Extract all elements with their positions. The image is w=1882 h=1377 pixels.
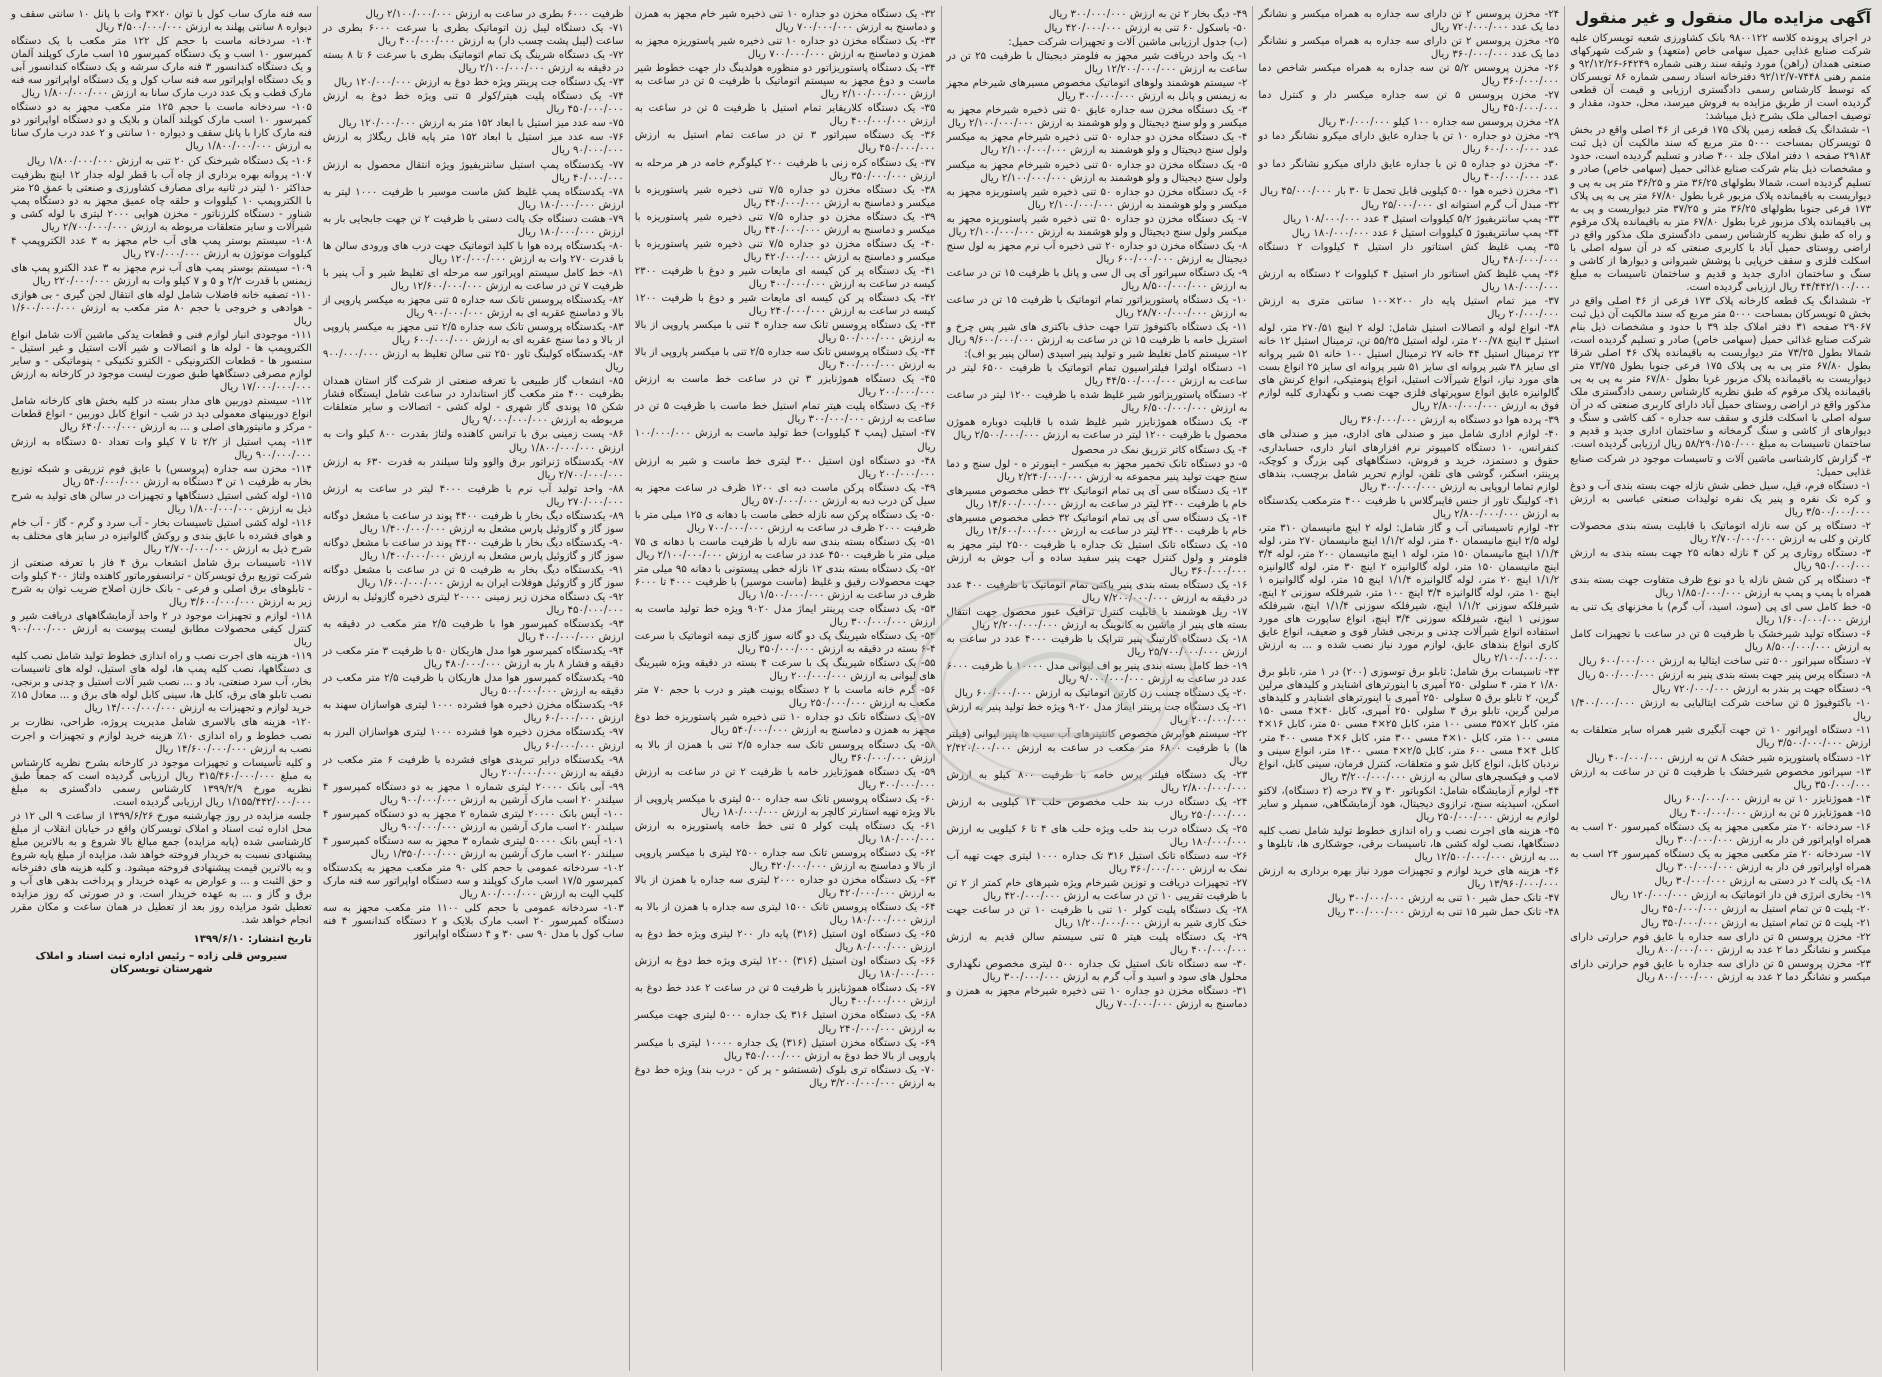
notice-paragraph: ۶- دستگاه تولید شیرخشک با ظرفیت ۵ تن در ساعت با تجهیزات کامل به ارزش ۸/۵۰۰/۰۰۰/۰۰۰ ریال — [1570, 629, 1871, 654]
notice-paragraph: ۱۱۶- لوله کشی استیل تاسیسات بخار - آب سرد و گرم - گاز - آب خام و هوای فشرده با عایق بندی و روکش گالوانیزه در سایز های مختلف به شرح ذیل به ارزش ۲/۷۰۰/۰۰۰/۰۰۰ ریال — [11, 517, 312, 555]
notice-paragraph: جلسه مزایده در روز چهارشنبه مورخ ۱۳۹۹/۶/۲۶ از ساعت ۹ الی ۱۲ در محل اداره ثبت اسناد و املاک تویسرکان واقع در خیابان انقلاب از مبلغ کارشناسی شده (پایه مزایده) جمع مبالغ بالا شروع و به بالاترین مبلغ پیشنهادی نسبت به خریدار فروخته خواهد شد، مزایده از مبلغ پایه شروع و به بالاترین قیمت پیشنهادی فروخته میشود. و کلیه هزینه های دفترخانه و حق الثبت و ... و عوارض به عهده خریدار و پرداخت بدهی های آب و برق و گاز و ... به عهده خریدار است. و در صورتی که روز مزایده تعطیل شود مزایده روز بعد از تعطیل در همان ساعت و مکان مقرر انجام خواهد شد. — [11, 810, 312, 927]
notice-paragraph: ۶- یک دستگاه مخزن دو جداره ۵۰ تنی ذخیره شیر پاستوریزه مجهز به میکسر و ولو هوشمند به ارزش ۲/۱۰۰/۰۰۰/۰۰۰ ریال — [946, 186, 1248, 211]
notice-paragraph: ۶۶- یک دستگاه اون استیل (۳۱۶) ۱۲۰۰ لیتری ویژه خط دوغ به ارزش ۱۸۰/۰۰۰/۰۰۰ ریال — [634, 956, 936, 981]
notice-paragraph: ۲۹- مخزن دو جداره ۱۰ تن با جداره عایق دارای میکرو نشانگر دما دو عدد ۶۰۰/۰۰۰/۰۰۰ ریال — [1258, 131, 1560, 156]
notice-paragraph: ۷۰- یک دستگاه تری بلوک (شستشو - پر کن - درب بند) ویژه خط دوغ به ارزش ۳/۲۰۰/۰۰۰/۰۰۰ ریال — [634, 1064, 936, 1089]
notice-paragraph: ۷۲- یک دستگاه شرینگ پک تمام اتوماتیک بطری با سرعت ۶ تا ۸ بسته در دقیقه به ارزش ۲/۱۰۰/۰۰۰/۰۰۰ ریال — [322, 50, 624, 75]
notice-paragraph: ۲۴- یک دستگاه درب بند حلب مخصوص حلب ۱۴ کیلویی به ارزش ۲۵۰/۰۰۰/۰۰۰ ریال — [946, 796, 1248, 821]
notice-paragraph: ۴۲- یک دستگاه پر کن کیسه ای مایعات شیر و دوغ با ظرفیت ۱۲۰۰ کیسه در ساعت به ارزش ۲۴۰/۰۰۰/۰۰۰ ریال — [634, 292, 936, 318]
notice-paragraph: ۲- دستگاه پر کن سه نازله اتوماتیک با قابلیت بسته بندی محصولات کارتن و کلی به ارزش ۲/۷۰۰/۰۰۰/۰۰۰ ریال — [1570, 520, 1871, 545]
notice-paragraph: ۴۹- یک دستگاه پرکن ماست دبه ای ۱۲۰۰ ظرف در ساعت مجهز به سیل کن درب دبه به ارزش ۵۷۰/۰۰۰/۰۰۰ ریال — [634, 482, 936, 507]
notice-paragraph: ۹۴- یکدستگاه کمپرسور هوا مدل هاریکان ۵۰ با ظرفیت ۳ متر مکعب در دقیقه و فشار ۸ بار به ارزش ۴۸۰/۰۰۰/۰۰۰ ریال — [322, 646, 624, 671]
notice-paragraph: ۱۰۵- سردخانه ماست با حجم ۱۲۵ متر مکعب مجهز به دو دستگاه کمپرسور ۱۰ اسب مارک کوپلند آلمان و بلایک و دو دستگاه اواپراتور دو فنه مارک کارا با پانل سقف و دیواره ۱۰ سانتی و ۲ عدد درب مارک سانا به ارزش ۱/۸۰۰/۰۰۰/۰۰۰ ریال — [11, 102, 312, 153]
notice-paragraph: ۷۱- یک دستگاه لیبل زن اتوماتیک بطری با سرعت ۶۰۰۰ بطری در ساعت (لیبل پشت چسب دار) به ارزش ۴۰۰/۰۰۰/۰۰۰ ریال — [322, 23, 624, 48]
notice-paragraph: ۸۲- یکدستگاه پروسس تانک سه جداره ۵ تنی مجهز به میکسر پاروپی از بالا و دماسنج عقربه ای به ارزش ۹۰۰/۰۰۰/۰۰۰ ریال — [322, 294, 624, 320]
notice-paragraph: ۴۶- هزینه های خرید لوازم و تجهیزات مورد نیاز بهره برداری به ارزش ۱۳/۹۶۰/۰۰۰/۰۰۰ ریال — [1258, 866, 1560, 891]
notice-paragraph: ۱۹- خط کامل بسته بندی پنیر یو اف لیوانی مدل ۱۰۰۰۰ با ظرفیت ۶۰۰۰ عدد در ساعت به ارزش ۹/۰۰۰/۰۰۰/۰۰۰ ریال — [946, 661, 1248, 686]
notice-paragraph: ۷۵- سه عدد میز استیل با ابعاد ۱۵۲ متر به ارزش ۱۲۰/۰۰۰/۰۰۰ ریال — [338, 118, 624, 130]
notice-paragraph: ۱- دستگاه اولترا فیلتراسیون تمام اتوماتیک با ظرفیت ۶۵۰۰ لیتر در ساعت به ارزش ۴۴/۵۰۰/۰۰۰/۰۰۰ ریال — [946, 363, 1248, 388]
notice-paragraph: ۲۶- مخزن پروسس ۵/۲ تن سه جداره به همراه میکسر شاخص دما ۳۶۰/۰۰۰/۰۰۰ ریال — [1258, 63, 1560, 88]
notice-paragraph: ۳۴- یک دستگاه پاستوریزاتور دو منظوره هولدینگ دار جهت خطوط شیر ماست و دوغ مجهز به سیستم اتوماتیک با ظرفیت ۵ تن در ساعت به ارزش ۲/۱۰۰/۰۰۰/۰۰۰ ریال — [634, 63, 936, 101]
notice-paragraph: ۱۵- هموژنایزر ۵ تن به ارزش ۴۰۰/۰۰۰/۰۰۰ ریال — [1669, 807, 1871, 819]
notice-paragraph: ۳۳- یک دستگاه مخزن دو جداره ۱۰ تنی ذخیره شیر پاستوریزه مجهز به همزن و دماسنج به ارزش ۷۰۰/۰۰۰/۰۰۰ ریال — [634, 36, 936, 61]
notice-paragraph: ۱۰- یک دستگاه پاستوریزاتور تمام اتوماتیک با ظرفیت ۱۵ تن در ساعت به ارزش ۲۸/۷۰۰/۰۰۰/۰۰۰ ریال — [946, 294, 1248, 320]
notice-paragraph: ۳۳- پمپ سانتریفیوژ ۵/۲ کیلووات استیل ۳ عدد ۱۰۸/۰۰۰/۰۰۰ ریال — [1282, 213, 1560, 225]
notice-paragraph: ۶۹- یک دستگاه مخزن استیل (۳۱۶) یک جداره ۱۰۰۰۰ لیتری با میکسر پاروپی از بالا خط دوغ به ارزش ۴۵۰/۰۰۰/۰۰۰ ریال — [634, 1037, 936, 1062]
notice-paragraph: ۳۶- یک دستگاه سپراتور ۳ تن در ساعت تمام استیل به ارزش ۴۵۰/۰۰۰/۰۰۰ ریال — [634, 130, 936, 155]
notice-paragraph: ۲۲- سیستم هوابرش مخصوص کانتینرهای آب سیب ها پنیر لیوانی (فیلتر ها) با ظرفیت ۶۸۰۰ متر مکعب در ساعت به ارزش ۲/۴۲۰/۰۰۰/۰۰۰ ریال — [946, 729, 1248, 767]
notice-paragraph: ۱۱۱- موجودی انبار لوازم فنی و قطعات یدکی ماشین آلات شامل انواع الکتروپمپ ها - لوله ها و اتصالات و شیر آلات استیل و غیر استیل - سنسور ها - قطعات الکترونیکی - الکترو تکنیکی - پنوماتیکی - و سایر لوازم مصرفی دستگاهها طبق صورت لیست موجود در کارخانه به ارزش ۱۷/۰۰۰/۰۰۰/۰۰۰ ریال — [11, 330, 312, 394]
notice-paragraph: ۱۰۲- سردخانه عمومی با حجم کلی ۹۰ متر مکعب مجهز به یکدستگاه کمپرسور ۱۷/۵ اسب مارک کوپلند و سه دستگاه اواپراتور سه فنه مارک کلیپ الیت به ارزش ۸۰۰/۰۰۰/۰۰۰ ریال — [322, 862, 624, 901]
notice-paragraph: ۷۷- یکدستگاه پمپ استیل سانتریفیوژ ویژه انتقال محصول به ارزش ۴۰/۰۰۰/۰۰۰ ریال — [322, 159, 624, 184]
notice-paragraph: ۵۳- یک دستگاه جت پرینتر ایماژ مدل ۹۰۲۰ ویژه خط تولید ماست به ارزش ۳۰۰/۰۰۰/۰۰۰ ریال — [634, 604, 936, 629]
notice-paragraph: ۵۲- یک دستگاه بسته بندی ۱۲ نازله خطی پیستونی با دهانه ۹۵ میلی متر جهت محصولات رقیق و غلیظ (ماست موسیر) با ظرفیت ۴۰۰۰ تا ۶۰۰۰ ظرف در ساعت به ارزش ۱/۵۰۰/۰۰۰/۰۰۰ ریال — [634, 563, 936, 602]
notice-paragraph: ۱۷- ریل هوشمند با قابلیت کنترل ترافیک عبور محصول جهت انتقال بسته های پنیر از ماشین به کانوینگ به ارزش ۲/۲۰۰/۰۰۰/۰۰۰ ریال — [946, 607, 1248, 632]
notice-paragraph: ۹۷- یکدستگاه مخزن ذخیره هوا فشرده ۱۰۰۰ لیتری هواسازان البرز به ارزش ۶۰/۰۰۰/۰۰۰ ریال — [322, 727, 624, 752]
notice-paragraph: ۲۷- تجهیزات دریافت و توزین شیرخام ویژه شیرهای خام کمتر از ۲ تن با ظرفیت تقریبی ۱۰ تن در ساعت به ارزش ۴۲۰/۰۰۰/۰۰۰ ریال — [946, 878, 1248, 903]
notice-paragraph: ۲۳- مخزن پروسس ۵ تن دارای سه جداره با عایق فوم حرارتی دارای میکسر و نشانگر دما ۲ عدد به ارزش ۸۰۰/۰۰۰/۰۰۰ ریال — [1570, 959, 1871, 984]
notice-paragraph: ۴۶- یک دستگاه پلیت هیتر تمام استیل خط ماست با ظرفیت ۵ تن در ساعت به ارزش ۳۰۰/۰۰۰/۰۰۰ ریال — [634, 401, 936, 426]
notice-paragraph: ۹۲- یک دستگاه مخزن زیر زمینی ۲۰۰۰۰ لیتری ذخیره گازوئیل به ارزش ۴۵۰/۰۰۰/۰۰۰ ریال — [322, 592, 624, 617]
notice-paragraph: و کلیه تأسیسات و تجهیزات موجود در کارخانه بشرح نظریه کارشناس به مبلغ ۳۱۵/۴۶۰/۰۰۰/۰۰۰ ریال ارزیابی گردیده است که جمعاً طبق نظریه مورخ ۱۳۹۹/۲/۹ کارشناس رسمی دادگستری به مبلغ ۱/۱۵۵/۴۴۲/۰۰۰/۰۰۰ ریال ارزیابی گردیده است. — [11, 757, 312, 808]
notice-paragraph: ۸۵- انشعاب گاز طبیعی با تعرفه صنعتی از شرکت گاز استان همدان بظرفیت ۴۰۰ متر مکعب گاز استاندارد در ساعت شامل ایستگاه فشار شکن ۱۵ پوندی گاز شهری - لوله کشی - اتصالات و سایر متعلقات مربوطه به ارزش ۹/۰۰۰/۰۰۰/۰۰۰ ریال — [322, 376, 624, 427]
notice-paragraph: ۳۷- یک دستگاه کره زنی با ظرفیت ۲۰۰ کیلوگرم خامه در هر مرحله به ارزش ۳۵۰/۰۰۰/۰۰۰ ریال — [634, 157, 936, 182]
notice-paragraph: ۱۰۱- آیس بانک ۵۰۰۰۰ لیتری شماره ۳ مجهز به سه دستگاه کمپرسور ۴ سیلندر ۲۰ اسب مارک آرشین به ارزش ۱/۳۵۰/۰۰۰/۰۰۰ ریال — [322, 835, 624, 860]
notice-paragraph: ۱۴- هموژنایزر ۱۰ تن به ارزش ۶۰۰/۰۰۰/۰۰۰ ریال — [1663, 793, 1871, 805]
notice-paragraph: ۱۰- باکتوفیوژ ۵ تن ساخت شرکت ایتالیایی به ارزش ۱/۴۰۰/۰۰۰/۰۰۰ ریال — [1570, 698, 1871, 723]
publication-date: تاریخ انتشار: ۱۳۹۹/۶/۱۰ — [193, 934, 312, 946]
notice-paragraph: ۱۱- یک دستگاه باکتوفوژ تترا جهت حذف باکتری های شیر پس چرخ و استریل خامه با ظرفیت ۱۵ تن در ساعت به ارزش ۹/۶۰۰/۰۰۰/۰۰۰ ریال — [946, 322, 1248, 347]
notice-paragraph: ۹۸- یکدستگاه درایر تبریدی هوای فشرده با ظرفیت ۶ متر مکعب در دقیقه به ارزش ۲۰۰/۰۰۰/۰۰۰ ریال — [322, 754, 624, 779]
column-1 — [1564, 6, 1876, 1371]
notice-paragraph: ۴۴- لوازم آزمایشگاه شامل: انکوباتور ۳۰ و ۳۷ درجه (۲ دستگاه)، لاکتو اسکن، اسیدیته سنج، ترازوی دیجیتال، هود آزمایشگاهی، سمپلر و سایر لوازم به ارزش ۲۵۰/۰۰۰/۰۰۰ ریال — [1258, 785, 1560, 823]
notice-paragraph: ۳۶- پمپ غلیظ کش استاتور دار استیل ۴ کیلووات ۲ دستگاه به ارزش ۱۸۰/۰۰۰/۰۰۰ ریال — [1258, 268, 1560, 293]
notice-paragraph: سه فنه مارک ساب کول با توان ۲۰×۳ وات با پانل ۱۰ سانتی سقف و دیواره ۸ سانتی پهلند به ارزش ۴/۵۰۰/۰۰۰/۰۰۰ ریال — [11, 9, 312, 34]
signature-line: سیروس قلی زاده – رئیس اداره ثبت اسناد و املاک شهرستان تویسرکان — [35, 951, 288, 976]
notice-paragraph: ۳۵- یک دستگاه کلاریفایر تمام استیل با ظرفیت ۵ تن در ساعت به ارزش ۴۰۰/۰۰۰/۰۰۰ ریال — [634, 103, 936, 128]
notice-paragraph: ۷۳- یک دستگاه جت پرینتر ویژه خط دوغ به ارزش ۱۲۰/۰۰۰/۰۰۰ ریال — [333, 77, 624, 89]
notice-paragraph: ۲۲- مخزن پروسس ۵ تن دارای سه جداره با عایق فوم حرارتی دارای میکسر و نشانگر دما ۲ عدد به ارزش ۸۰۰/۰۰۰/۰۰۰ ریال — [1570, 932, 1871, 957]
notice-paragraph: ۱۴- یک دستگاه سی آی پی تمام اتوماتیک ۳۲ خطی مخصوص مسیرهای خام با ظرفیت ۲۴۰۰ لیتر در ساعت به ارزش ۱۴/۶۰۰/۰۰۰/۰۰۰ ریال — [946, 512, 1248, 537]
notice-paragraph: ۳۹- پرده هوا دو دستگاه به ارزش ۳۶۰/۰۰۰/۰۰۰ ریال — [1339, 415, 1560, 427]
notice-paragraph: ۷۴- یک دستگاه پلیت هیتر/کولر ۵ تنی ویژه خط دوغ به ارزش ۴۵۰/۰۰۰/۰۰۰ ریال — [322, 91, 624, 116]
column-6 — [6, 6, 317, 1371]
notice-paragraph: ۲۱- پلیت ۵ تن تمام استیل به ارزش ۳۵۰/۰۰۰/۰۰۰ ریال — [1640, 918, 1871, 930]
notice-paragraph: ۹۳- یکدستگاه کمپرسور هوا با ظرفیت ۲/۵ متر مکعب در دقیقه به ارزش ۴۰۰/۰۰۰/۰۰۰ ریال — [322, 619, 624, 644]
notice-paragraph: ۱۳- سپراتور مخصوص شیرخشک با ظرفیت ۵ تن در ساعت به ارزش ۳۵۰/۰۰۰/۰۰۰ ریال — [1570, 766, 1871, 791]
notice-paragraph: ۵۸- یک دستگاه پروسس تانک سه جداره ۲/۵ تنی با همزن از بالا به ارزش ۳۶۰/۰۰۰/۰۰۰ ریال — [634, 739, 936, 764]
notice-paragraph: ۴۸- دو دستگاه اون استیل ۳۰۰ لیتری خط ماست و شیر به ارزش ۲۰۰/۰۰۰/۰۰۰ ریال — [634, 455, 936, 480]
notice-paragraph: ۴۳- یک دستگاه پروسس تانک سه جداره ۴ تنی با میکسر پاروپی از بالا به ارزش ۵۰۰/۰۰۰/۰۰۰ ریال — [634, 320, 936, 345]
notice-paragraph: ۱۱۸- لوازم و تجهیزات موجود در ۲ واحد آزمایشگاههای دریافت شیر و کنترل کیفی محصولات مطابق لیست پیوست به ارزش ۹۰۰/۰۰۰/۰۰۰ ریال — [11, 611, 312, 649]
notice-paragraph: ۳۰- مخزن دو جداره ۵ تن با جداره عایق دارای میکرو نشانگر دما دو عدد ۴۰۰/۰۰۰/۰۰۰ ریال — [1258, 158, 1560, 183]
notice-paragraph: ۹۶- یکدستگاه مخزن ذخیره هوا فشرده ۱۰۰۰ لیتری هواسازان سهند به ارزش ۶۰/۰۰۰/۰۰۰ ریال — [322, 700, 624, 725]
notice-paragraph: ۲۰- پلیت ۵ تن تمام استیل به ارزش ۴۵۰/۰۰۰/۰۰۰ ریال — [1640, 904, 1871, 916]
notice-paragraph: ۱۰۴- سردخانه ماست با حجم کل ۱۲۲ متر مکعب با یک دستگاه کمپرسور ۱۰ اسب و یک دستگاه کمپرسور ۱۵ اسب مارک کوپلند آلمان و یک دستگاه کندانسور ۳ فنه مارک سرشه و یک دستگاه کندانسور آبی و یک دستگاه اواپراتور سه فنه ساب کول و یک دستگاه اواپراتور سه فنه مارک قطب و یک عدد درب مارک سانا به ارزش ۱/۸۰۰/۰۰۰/۰۰۰ ریال — [11, 36, 312, 100]
notice-paragraph: ۱۱- دستگاه اوپراتور ۱۰ تن جهت آبگیری شیر همراه سایر متعلقات به ارزش ۳/۵۰۰/۰۰۰/۰۰۰ ریال — [1570, 725, 1871, 750]
notice-paragraph: ۱۰۰- آیس بانک ۲۰۰۰۰ لیتری شماره ۲ مجهز به دو دستگاه کمپرسور ۴ سیلندر ۲۰ اسب مارک آرشین به ارزش ۹۰۰/۰۰۰/۰۰۰ ریال — [322, 808, 624, 833]
notice-paragraph: ۸۴- یکدستگاه کولینگ تاور ۲۵۰ تنی سالن تغلیظ به ارزش ۹۰۰/۰۰۰/۰۰۰ ریال — [322, 349, 624, 374]
notice-paragraph: ۳۵- پمپ غلیظ کش استاتور دار استیل ۴ کیلووات ۲ دستگاه ۴۸۰/۰۰۰/۰۰۰ ریال — [1258, 241, 1560, 266]
notice-paragraph: ۷۶- سه عدد میز استیل با ابعاد ۱۵۲ متر پایه قابل ریگلاژ به ارزش ۹۰/۰۰۰/۰۰۰ ریال — [322, 132, 624, 157]
notice-paragraph: ۱- ششدانگ یک قطعه زمین پلاک ۱۷۵ فرعی از ۴۶ اصلی واقع در بخش ۵ تویسرکان بمساحت ۵۰۰۰ متر مربع که سند مالکیت آن ذیل ثبت ۲۹۱۸۴ صفحه ۱ دفتر املاک جلد ۴۰۰ صادر و تسلیم گردیده است، حدود و مشخصات ذیل بنام شرکت صنایع غذائی حمیل (سهامی خاص) صادر و تسلیم گردیده است، شمالا بطولهای ۳۶/۲۵ متر و ۳۶/۲۵ متر پی به پی و دیواریست به باقیمانده پلاک مزبور غربا بطول ۶۷/۸۰ متر پی به پی پلاک ۱۷۳ فرعی جنوبا بطولهای ۳۶/۲۵ متر و ۳۷/۲۵ متر دیواریست و پی به پی باقیمانده پلاک مزبور غربا بطول ۶۷/۸۰ متر به باقیمانده پلاک مرقوم و راه که طبق نظریه کارشناس رسمی دادگستری ملک مذکور واقع در اراضی روستای حمیل آباد با کاربری صنعتی که در آن سوله اصلی با اسکلت فلزی و سقف خرپایی با پوشش شیروانی و دیوارها از کاشی و سنگ و ساختمان اداری جدید و قدیم و ساختمان تاسیسات به مبلغ ۴۴/۴۴۲/۱۰۰/۰۰۰ ریال ارزیابی گردیده است. — [1570, 125, 1872, 293]
notice-paragraph: ۱۶- یک دستگاه بسته بندی پنیر پاکتی تمام اتوماتیک با ظرفیت ۴۰۰ عدد در دقیقه به ارزش ۷/۲۰۰/۰۰۰/۰۰۰ ریال — [946, 579, 1248, 605]
notice-paragraph: ۱۱۲- سیستم دوربین های مدار بسته در کلیه بخش های کارخانه شامل انواع دوربینهای معمولی دید در شب - انواع کابل دوربین - انواع قطعات - مرکز و مانیتورهای اصلی و ... به ارزش ۶۴۰/۰۰۰/۰۰۰ ریال — [11, 396, 312, 434]
notice-paragraph: ۶۷- یک دستگاه هموژنایزر با ظرفیت ۵ تن در ساعت ۲ عدد خط دوغ به ارزش ۴۰۰/۰۰۰/۰۰۰ ریال — [634, 983, 936, 1008]
notice-paragraph: ۴۰- یک دستگاه مخزن دو جداره ۷/۵ تنی ذخیره شیر پاستوریزه با میکسر و دماسنج به ارزش ۴۲۰/۰۰۰/۰۰۰ ریال — [634, 238, 936, 263]
notice-paragraph: ۲۵- یک دستگاه درب بند حلب ویژه حلب های ۴ تا ۶ کیلویی به ارزش ۱۸۰/۰۰۰/۰۰۰ ریال — [946, 823, 1248, 848]
notice-paragraph: ۵۹- یک دستگاه هموژنایزر خامه با ظرفیت ۲ تن در ساعت به ارزش ۳۰۰/۰۰۰/۰۰۰ ریال — [634, 766, 936, 791]
notice-paragraph: ۶۲- یک دستگاه پروسس تانک سه جداره ۲۵۰۰ لیتری با میکسر پاروپی از بالا و دماسنج به ارزش ۴۲۰/۰۰۰/۰۰۰ ریال — [634, 847, 936, 872]
notice-paragraph: ۱۰۷- پروانه بهره برداری از چاه آب با قطر لوله جدار ۱۲ اینچ بظرفیت حداکثر ۱۰ لیتر در ثانیه برای مصارف کشاورزی و صنعتی با عمق ۲۵ متر با الکتروپمپ ۱۰ کیلووات و حلقه چاه عمیق مجهز به دو دستگاه پمپ شناور - دستگاه کلرزناتور - مخزن هوایی ۲۰۰۰ لیتری با لوله کشی و شیرآلات و سایر متعلقات مربوطه به ارزش ۲/۷۰۰/۰۰۰/۰۰۰ ریال — [11, 169, 312, 233]
notice-paragraph: ۱- دستگاه فرم، قیل، سیل خطی شش نازله جهت بسته بندی آب و دوغ و کره تک نفره و پنیر یک نفره تولیدات صنعتی عباسی به ارزش ۳/۵۰۰/۰۰۰/۰۰۰ ریال — [1570, 480, 1871, 518]
notice-paragraph: ۴۷- استیل (پمپ ۴ کیلووات) خط تولید ماست به ارزش ۱۰۰/۰۰۰/۰۰۰ ریال — [634, 428, 936, 453]
notice-paragraph: ۷- یک دستگاه مخزن دو جداره ۵۰ تنی ذخیره شیر پاستوریزه مجهز به میکسر ولول سنج دیجیتال و ولو هوشمند به ارزش ۲/۱۰۰/۰۰۰/۰۰۰ ریال — [946, 213, 1248, 238]
notice-paragraph: ۹۵- یکدستگاه کمپرسور هوا مدل هاریکان با ظرفیت ۲/۵ متر مکعب در دقیقه به ارزش ۵۰۰/۰۰۰/۰۰۰ ریال — [322, 673, 624, 698]
notice-paragraph: ۱۱۰- تصفیه خانه فاضلاب شامل لوله های انتقال لجن گیری - بی هوازی - هوادهی و خروجی با حجم ۸۰ متر مکعب به ارزش ۱/۶۰۰/۰۰۰/۰۰۰ ریال — [11, 289, 312, 328]
notice-paragraph: ۵- یک دستگاه مخزن دو جداره ۵۰ تنی ذخیره شیرخام مجهز به میکسر ولول سنج دیجیتال و ولو هوشمند به ارزش ۲/۱۰۰/۰۰۰/۰۰۰ ریال — [946, 159, 1248, 184]
notice-paragraph: ۹- یک دستگاه سپراتور آی پی ال سی و پانل با ظرفیت ۱۵ تن در ساعت به ارزش ۸/۵۰۰/۰۰۰/۰۰۰ ریال — [946, 267, 1248, 292]
notice-paragraph: ۳- دستگاه روتاری پر کن ۴ نازله دهانه ۲۵ جهت بسته بندی به ارزش ۹۵۰/۰۰۰/۰۰۰ ریال — [1570, 547, 1871, 572]
notice-paragraph: ۴۲- لوازم تاسیساتی آب و گاز شامل: لوله ۲ اینچ مانیسمان ۳۱۰ متر، لوله ۲/۵ اینچ مانیسمان ۴۰ متر، لوله ۱/۱/۲ اینچ مانیسمان ۲۷۰ متر، لوله ۱/۱/۴ اینچ مانیسمان ۱۵۰ متر، لوله ۱ اینچ مانیسمان ۲۰۰ متر، لوله ۳/۴ اینچ مانیسمان ۱۵۰ متر، لوله گالوانیزه ۲ اینچ ۳۰ متر، لوله گالوانیزه ۱/۱/۲ اینچ ۲۰ متر، لوله گالوانیزه ۱/۱/۴ اینچ ۱۵ متر، لوله گالوانیزه ۱ اینچ ۱۰ متر، لوله گالوانیزه ۳/۴ اینچ ۱۰۰ متر، شیرفلکه سوزنی ۲ اینچ، شیرفلکه سوزنی ۱/۱/۲ اینچ، شیرفلکه سوزنی ۱/۱/۴ اینچ، شیرفلکه سوزنی ۱ اینچ، شیرفلکه سوزنی ۳/۴ اینچ، انواع ساپورت های مورد استفاده انواع شیرآلات چدنی و برنجی فشار قوی و ضعیف، انواع عایق کاری انواع بندهای عایق، لوازم مورد نیاز نصب شده و ... به ارزش ۲/۱۰۰/۰۰۰/۰۰۰ ریال — [1258, 522, 1560, 665]
notice-paragraph: ۸۸- واحد تولید آب نرم با ظرفیت ۴۰۰۰ لیتر در ساعت به ارزش ۲۷۰/۰۰۰/۰۰۰ ریال — [322, 483, 624, 508]
notice-paragraph: ۴۴- یک دستگاه پروسس تانک سه جداره ۲/۵ تنی با میکسر پاروپی از بالا به ارزش ۴۰۰/۰۰۰/۰۰۰ ریال — [634, 347, 936, 372]
notice-paragraph: ۱۵- یک دستگاه تانک استیل تک جداره با ظرفیت ۲۵۰۰ لیتر مجهز به فلومتر و ولول کنترل جهت پنیر سفید ساده و آب جوش به ارزش ۳۶۰/۰۰۰/۰۰۰ ریال — [946, 539, 1248, 577]
notice-paragraph: ۳- یک دستگاه مخزن سه جداره عایق ۵۰ تنی ذخیره شیرخام مجهز به میکسر و ولو سنج دیجیتال و ولو هوشمند به ارزش ۲/۱۰۰/۰۰۰/۰۰۰ ریال — [946, 105, 1248, 130]
notice-paragraph: ۱۸- یک دستگاه کارتینگ پنیر تتراپک با ظرفیت ۴۰۰۰ عدد در ساعت به ارزش ۲۵/۷۰۰/۰۰۰/۰۰۰ ریال — [946, 634, 1248, 659]
notice-paragraph: ۶۴- یک دستگاه پروسس تانک ۱۵۰۰ لیتری سه جداره با همزن از بالا به ارزش ۱۸۰/۰۰۰/۰۰۰ ریال — [634, 902, 936, 927]
notice-paragraph: ۶۱- یک دستگاه پلیت کولر ۵ تنی خط خامه پاستوریزه به ارزش ۱۸۰/۰۰۰/۰۰۰ ریال — [634, 820, 936, 845]
notice-paragraph: ۳۲- مبدل آب گرم استوانه ای ۲۵/۰۰۰/۰۰۰ ریال — [1360, 199, 1560, 211]
column-5 — [317, 6, 629, 1371]
notice-paragraph: ۵۷- یک دستگاه تانک دو جداره ۱۰ تنی ذخیره شیر پاستوریزه خط دوغ مجهز به همزن و دماسنج به ارزش ۵۴۰/۰۰۰/۰۰۰ ریال — [634, 712, 936, 737]
notice-paragraph: ۸۳- یکدستگاه پروسس تانک سه جداره ۲/۵ تنی مجهز به میکسر پاروپی از بالا و دما سنج عقربه ای به ارزش ۶۰۰/۰۰۰/۰۰۰ ریال — [322, 322, 624, 347]
notice-paragraph: ۱۶- سردخانه ۲۰ متر مکعبی مجهز به یک دستگاه کمپرسور ۲۰ اسب به همراه اواپراتور فن دار به ارزش ۳۰۰/۰۰۰/۰۰۰ ریال — [1570, 821, 1872, 846]
notice-paragraph: ۳۱- مخزن ذخیره هوا ۵۰۰ کیلویی قابل تحمل تا ۳۰ بار ۴۵/۰۰۰/۰۰۰ ریال — [1259, 185, 1560, 197]
column-2 — [1252, 6, 1564, 1371]
notice-paragraph: ۳۸- یک دستگاه مخزن دو جداره ۷/۵ تنی ذخیره شیر پاستوریزه با میکسر و دماسنج به ارزش ۴۴۰/۰۰۰/۰۰۰ ریال — [634, 184, 936, 209]
notice-paragraph: ۴۵- هزینه های اجرت نصب و راه اندازی خطوط تولید شامل نصب کلیه دستگاهها، نصب لوله کشی ها، تاسیسات برقی، جوشکاری ها، تابلوها و ... به ارزش ۱۲/۵۰۰/۰۰۰/۰۰۰ ریال — [1258, 825, 1560, 863]
notice-paragraph: ۱- یک واحد دریافت شیر مجهز به فلومتر دیجیتال با ظرفیت ۲۵ تن در ساعت به ارزش ۱۲/۲۰۰/۰۰۰/۰۰۰ ریال — [946, 51, 1248, 76]
text-columns — [6, 6, 1876, 1371]
notice-paragraph: ۱۱۷- تاسیسات برق شامل انشعاب برق ۴ فاز با تعرفه صنعتی از شرکت توزیع برق تویسرکان - ترانسفورماتور کاهنده ولتاژ ۴۰۰ کیلو وات - تابلوهای برق اصلی و فرعی - بانک خازن اصلاح ضریب توان به شرح زیر به ارزش ۳/۶۰۰/۰۰۰/۰۰۰ ریال — [11, 557, 312, 609]
notice-paragraph: ۹۹- آبی بانک ۲۰۰۰۰ لیتری شماره ۱ مجهز به دو دستگاه کمپرسور ۴ سیلندر ۲۰ اسب مارک آرشین به ارزش ۹۰۰/۰۰۰/۰۰۰ ریال — [322, 781, 624, 806]
notice-paragraph: ۲۴- مخزن پروسس ۲ تن دارای سه جداره به همراه میکسر و نشانگر دما یک عدد ۷۲۰/۰۰۰/۰۰۰ ریال — [1258, 9, 1560, 34]
notice-paragraph: ۴۵- یک دستگاه هموژنایزر ۳ تن در ساعت خط ماست به ارزش ۲۰۰/۰۰۰/۰۰۰ ریال — [634, 374, 936, 399]
notice-paragraph: ۱۱۳- پمپ استیل از ۲/۲ تا ۷ کیلو وات تعداد ۵۰ دستگاه به ارزش ۹۰۰/۰۰۰/۰۰۰ ریال — [11, 436, 312, 461]
notice-paragraph: ۵- دو دستگاه تانک تخمیر مجهز به میکسر - اینورتر ه - لول سنج و دما سنج جهت تولید پنیر مجموعه به ارزش ۲/۲۴۰/۰۰۰/۰۰۰ ریال — [946, 458, 1248, 483]
notice-paragraph: ۹- دستگاه جهت پر بندر به ارزش ۷۲۰/۰۰۰/۰۰۰ ریال — [1652, 684, 1871, 696]
notice-paragraph: ۸- یک دستگاه مخزن دو جداره ۲۰ تنی ذخیره آب نرم مجهز به لول سنج دیجیتال به ارزش ۶۰۰/۰۰۰/۰۰۰ ریال — [946, 240, 1248, 265]
notice-paragraph: ۲۳- یک دستگاه فیلتر پرس خامه با ظرفیت ۸۰۰ کیلو به ارزش ۲/۸۰۰/۰۰۰/۰۰۰ ریال — [946, 769, 1248, 794]
notice-paragraph: ۲۷- مخزن پروسس ۵ تن سه جداره میکسر دار و کنترل دما ۴۵۰/۰۰۰/۰۰۰ ریال — [1258, 90, 1560, 115]
notice-paragraph: ۸۰- یکدستگاه پرده هوا با کلید اتوماتیک جهت درب های ورودی سالن ها با قدرت ۲۷۰ وات به ارزش ۱۲۰/۰۰۰/۰۰۰ ریال — [322, 240, 624, 265]
notice-paragraph: ۳۴- پمپ سانتریفیوژ ۵ کیلووات استیل ۶ عدد ۱۸۰/۰۰۰/۰۰۰ ریال — [1291, 227, 1560, 239]
notice-paragraph: ۹۰- یکدستگاه دیگ بخار با ظرفیت ۴۴۰۰ پوند در ساعت با مشعل دوگانه سوز گاز و گازوئیل پارس مشعل به ارزش ۱/۴۰۰/۰۰۰/۰۰۰ ریال — [322, 537, 624, 562]
notice-paragraph: ۶۰- یک دستگاه پروسس تانک سه جداره ۵۰۰ لیتری با میکسر پاروپی از بالا ویژه تهیه استارتر کالچر به ارزش ۱۸۰/۰۰۰/۰۰۰ ریال — [634, 793, 936, 818]
notice-paragraph: ۶۵- یک دستگاه اون استیل (۳۱۶) پایه دار ۲۰۰ لیتری ویژه خط دوغ به ارزش ۸۰/۰۰۰/۰۰۰ ریال — [634, 929, 936, 954]
notice-paragraph: ۴۸- تانک حمل شیر ۱۵ تنی به ارزش ۳۰۰/۰۰۰/۰۰۰ ریال — [1327, 907, 1560, 919]
notice-paragraph: ۳- گزارش کارشناسی ماشین آلات و تاسیسات موجود در شرکت صنایع غذایی حمیل: — [1570, 453, 1871, 478]
notice-paragraph: ۸۶- پست زمینی برق با ترانس کاهنده ولتاژ بقدرت ۸۰۰ کیلو وات به ارزش ۱/۸۰۰/۰۰۰/۰۰۰ ریال — [322, 429, 624, 454]
notice-paragraph: ۲۵- مخزن پروسس ۲ تن دارای سه جداره به همراه میکسر و نشانگر دما یک عدد ۳۶۰/۰۰۰/۰۰۰ ریال — [1258, 36, 1560, 61]
notice-paragraph: ۳۲- یک دستگاه مخزن دو جداره ۱۰ تنی ذخیره شیر خام مجهز به همزن و دماسنج به ارزش ۷۰۰/۰۰۰/۰۰۰ ریال — [634, 9, 936, 34]
notice-paragraph: ۵۰- باسکول ۶۰ تنی به ارزش ۴۲۰/۰۰۰/۰۰۰ ریال — [1044, 23, 1248, 35]
notice-paragraph: ۲- ششدانگ یک قطعه کارخانه پلاک ۱۷۳ فرعی از ۴۶ اصلی واقع در بخش ۵ تویسرکان بمساحت ۵۰۰۰ متر مربع که سند مالکیت آن ذیل ثبت ۲۹۰۶۷ صفحه ۳۱ دفتر املاک جلد ۳۹ با حدود و مشخصات ذیل بنام شرکت صنایع غذائی حمیل (سهامی خاص) صادر و تسلیم گردیده است، شمالا بطول ۷۳/۲۵ متر دیواریست به باقیمانده پلاک ۴۶ اصلی شرقا بطول ۶۷/۸۰ متر پی به پی پلاک ۱۷۵ فرعی جنوبا بطول ۷۳/۷۵ متر دیواریست به باقیمانده پلاک مزبور غربا بطول ۶۷/۸۰ متر به پی به پی باقیمانده پلاک مرقوم که طبق نظریه کارشناس رسمی دادگستری ملک مذکور واقع در اراضی روستای حمیل آباد دارای کاربری صنعتی که در آن سوله اصلی با اسکلت فلزی و سقف سه جداره - کف کاشی و سنگ و دیوارهای از کاشی و سنگ گرمخانه و ساختمان اداری جدید و قدیم و ساختمان تاسیسات به مبلغ ۵۸/۲۹۰/۱۵۰/۰۰۰ ریال ارزیابی گردیده است. — [1570, 295, 1872, 451]
notice-paragraph: در اجرای پرونده کلاسه ۹۸۰۰۱۲۲ بانک کشاورزی شعبه تویسرکان علیه شرکت صنایع غذایی حمیل سهامی خاص (متعهد) و شرکت شهرکهای صنعتی همدان (راهن) مورد وثیقه سند رهنی شماره ۶۴۲۴۹-۹۲/۱۲/۲۶ و متمم رهنی ۷۴۴۸-۹۲/۱۲/۷ دفترخانه اسناد رسمی شماره ۸۶ تویسرکان که توسط کارشناس رسمی دادگستری ارزیابی و قیمت آن قطعی گردیده است از طریق مزایده به فروش میرسد، محل، حدود، مقدار و توصیف اجمالی ملک بشرح ذیل میباشد: — [1570, 33, 1871, 123]
notice-paragraph: ۵۴- یک دستگاه شیرینگ پک دو گانه سوز گازی نیمه اتوماتیک با سرعت ۴-۶ بسته در دقیقه به ارزش ۳۵۰/۰۰۰/۰۰۰ ریال — [634, 631, 936, 656]
notice-paragraph: ۲۹- یک دستگاه پلیت هیتر ۵ تنی سیستم سالن قدیم به ارزش ۴۰۰/۰۰۰/۰۰۰ ریال — [946, 932, 1248, 957]
notice-paragraph: ۸- دستگاه پرس پنیر جهت بسته بندی پنیر به ارزش ۵۰۰/۰۰۰/۰۰۰ ریال — [1577, 670, 1871, 682]
notice-paragraph: ۱۰۸- سیستم بوستر پمپ های آب خام مجهز به ۳ عدد الکتروپمپ ۴ کیلووات موتوژن به ارزش ۲۷۰/۰۰۰/۰۰۰ ریال — [11, 235, 312, 260]
notice-paragraph: ۷۸- یکدستگاه پمپ غلیظ کش ماست موسیر با ظرفیت ۱۰۰۰ لیتر به ارزش ۱۸۰/۰۰۰/۰۰۰ ریال — [322, 186, 624, 211]
notice-paragraph: ۴۱- کولینگ تاور از جنس فایبرگلاس با ظرفیت ۴۰۰ مترمکعب یکدستگاه به ارزش ۲/۸۰۰/۰۰۰/۰۰۰ ریال — [1258, 495, 1560, 520]
notice-paragraph: ۴۱- یک دستگاه پر کن کیسه ای مایعات شیر و دوغ با ظرفیت ۲۳۰۰ کیسه در ساعت به ارزش ۴۰۰/۰۰۰/۰۰۰ ریال — [634, 265, 936, 290]
notice-paragraph: ۲۱- یک دستگاه جت پرینتر ایماژ مدل ۹۰۲۰ ویژه خط تولید پنیر به ارزش ۲۰۰/۰۰۰/۰۰۰ ریال — [946, 702, 1248, 727]
notice-paragraph: ۷- دستگاه سپراتور ۵۰۰ تنی ساخت ایتالیا به ارزش ۶۰۰/۰۰۰/۰۰۰ ریال — [1578, 656, 1871, 668]
notice-paragraph: ۵۰- یک دستگاه پرکن سه نازله خطی ماست با دهانه ی ۱۲۵ میلی متر با ظرفیت ۲۰۰۰ ظرف در ساعت به ارزش ۷۰۰/۰۰۰/۰۰۰ ریال — [634, 509, 936, 534]
notice-paragraph: ۲- دستگاه پاستوریزاتور شیر غلیظ شده با ظرفیت ۱۲۰۰ لیتر در ساعت به ارزش ۶/۵۰۰/۰۰۰/۰۰۰ ریال — [946, 390, 1248, 415]
notice-paragraph: ۱۲- سیستم کامل تغلیظ شیر و تولید پنیر اسیدی (سالن پنیر یو اف): — [964, 349, 1248, 361]
column-3 — [941, 6, 1253, 1371]
notice-paragraph: ۴۳- تاسیسات برق شامل: تابلو برق توسوزی (۲۰۰) در ۱ متر، تابلو برق ۱/۸۰ ۲ متر، ۴ سلولی ۲۵۰ آمپری با اینورترهای اشنایدر و کلیدهای مرلین گرین، ۲ تابلو برق ۵ سلولی ۲۵۰ آمپری با اینورترهای اشنایدر و کلیدهای مرلین گرین، تابلو برق ۳ سلولی ۲۵۰ آمپری، کابل ۴۰×۴ مسی ۱۵۰ متر، کابل ۲×۳۵ مسی ۱۰۰ متر، کابل ۲۵×۴ مسی ۵۰ متر، کابل ۱۶×۴ مسی ۱۰۰ متر، کابل ۱۰×۴ مسی ۳۰۰ متر، کابل ۶×۴ مسی ۴۰۰ متر، کابل ۴×۴ مسی ۶۰۰ متر، کابل ۲/۵×۴ مسی ۱۴۰۰ متر، انواع سینی و نردبان کابل، انواع کابل شو و متعلقات، کنترل فرمان، سینی کابل، انواع لامپ و فیکسچرهای سالن به ارزش ۳/۲۰۰/۰۰۰/۰۰۰ ریال — [1258, 667, 1560, 783]
notice-paragraph: ۴۰- لوازم اداری شامل میز و صندلی های اداری، میز و صندلی های کنفرانس، ۱۰ دستگاه کامپیوتر نرم افزارهای انبار داری، حسابداری، حقوق و دستمزد، خرید و فروش، دستگاههای کپی بزرگ و کوچک، پرینتر، اسکنر، گوشی های تلفن، لوازم تحریر شامل برچسب، بندهای لوازم تماما اروپایی به ارزش ۳۰۰/۰۰۰/۰۰۰ ریال — [1258, 429, 1560, 493]
notice-paragraph: ۱۰۹- سیستم بوستر پمپ های آب نرم مجهز به ۳ عدد الکترو پمپ های زیمنس با قدرت ۲/۲ و ۵ و ۷ کیلو وات به ارزش ۲۲۰/۰۰۰/۰۰۰ ریال — [11, 262, 312, 287]
notice-paragraph: ۳۱- دستگاه مخزن دو جداره ۱۰ تنی ذخیره شیرخام مجهز به همزن و دماسنج به ارزش ۷۰۰/۰۰۰/۰۰۰ ریال — [946, 986, 1248, 1011]
notice-paragraph: ۱۰۶- یک دستگاه شیرخنک کن ۲۰ تنی به ارزش ۱/۸۰۰/۰۰۰/۰۰۰ ریال — [26, 155, 312, 167]
notice-paragraph: ۱۲۰- هزینه های بالاسری شامل مدیریت پروژه، طراحی، نظارت بر نصب خطوط و راه اندازی ۱۰٪ هزینه خرید لوازم و تجهیزات و اجرت نصب به ارزش ۱۴/۶۰۰/۰۰۰/۰۰۰ ریال — [11, 717, 312, 755]
notice-paragraph: ظرفیت ۶۰۰۰ بطری در ساعت به ارزش ۲/۱۰۰/۰۰۰/۰۰۰ ریال — [365, 9, 624, 20]
notice-paragraph: ۸۹- یکدستگاه دیگ بخار با ظرفیت ۴۴۰۰ پوند در ساعت با مشعل دوگانه سوز گاز و گازوئیل پارس مشعل به ارزش ۱/۴۰۰/۰۰۰/۰۰۰ ریال — [322, 510, 624, 535]
notice-paragraph: ۸۱- خط کامل سیستم اوپراتور سه مرحله ای تغلیظ شیر و آب پنیر با ظرفیت ۷ تن در ساعت به ارزش ۱۲/۶۰۰/۰۰۰/۰۰۰ ریال — [322, 267, 624, 292]
notice-paragraph: ۱۱۹- هزینه های اجرت نصب و راه اندازی خطوط تولید شامل نصب کلیه ی دستگاهها، نصب کلیه پمپ ها، لوله های استیل، لوله های تاسیسات بخار، آب سرد صنعتی، باد و ... نصب شیر آلات استیل و چدنی و برنجی، نصب تابلو های برق، کابل ها، سینی کابل لوله های برق و ... معادل ۱۵٪ خرید لوازم و تجهیزات به ارزش ۱۴/۰۰۰/۰۰۰/۰۰۰ ریال — [11, 651, 312, 715]
notice-paragraph: ۲۶- سه دستگاه تانک استیل ۳۱۶ تک جداره ۱۰۰۰ لیتری جهت تهیه آب نمک به ارزش ۳۶۰/۰۰۰/۰۰۰ ریال — [946, 850, 1248, 875]
notice-paragraph: ۲۸- مخزن پروسس سه جداره ۱۰۰ کیلو ۳۰/۰۰۰/۰۰۰ ریال — [1317, 117, 1560, 129]
notice-paragraph: ۴۹- دیگ بخار ۲ تن به ارزش ۳۰۰/۰۰۰/۰۰۰ ریال — [1049, 9, 1248, 20]
column-4 — [629, 6, 941, 1371]
notice-paragraph: ۳۰- سه دستگاه تانک استیل تک جداره ۵۰۰ لیتری مخصوص نگهداری محلول های سود و اسید و آب گرم به ارزش ۳۰۰/۰۰۰/۰۰۰ ریال — [946, 959, 1248, 984]
notice-paragraph: ۵۶- گرم خانه ماست با ۲ دستگاه یونیت هیتر و درب با حجم ۷۰ متر مکعب به ارزش ۲۵۰/۰۰۰/۰۰۰ ریال — [634, 685, 936, 710]
notice-paragraph: ۴- یک دستگاه کاتر تزریق نمک در محصول — [1071, 444, 1248, 456]
notice-paragraph: ۲۸- یک دستگاه پلیت کولر ۱۰ تنی با ظرفیت ۱۰ تن در ساعت جهت خنک کاری شیر به ارزش ۱/۲۰۰/۰۰۰/۰۰۰ ریال — [946, 905, 1248, 930]
notice-paragraph: ۱۱۵- لوله کشی استیل دستگاهها و تجهیزات در سالن های تولید به شرح ذیل به ارزش ۱/۸۰۰/۰۰۰/۰۰۰ ریال — [11, 490, 312, 515]
notice-paragraph: ۱۸- یک پالت ۲ در دستی به ارزش ۳۰/۰۰۰/۰۰۰ ریال — [1654, 875, 1871, 887]
notice-paragraph: ۱۱۴- مخزن سه جداره (پروسس) با عایق فوم تزریقی و شبکه توزیع بخار به ظرفیت ۱ تن ۳ دستگاه به ارزش ۵۴۰/۰۰۰/۰۰۰ ریال — [11, 463, 312, 488]
notice-paragraph: ۴- دستگاه پر کن شش نازله یا دو نوع ظرف متفاوت جهت بسته بندی همراه با پمپ و پمپ به ارزش ۱/۸۵۰/۰۰۰/۰۰۰ ریال — [1570, 574, 1871, 599]
notice-paragraph: ۳- یک دستگاه هموژنایزر شیر غلیظ شده با قابلیت دوباره هموژن محصول با ظرفیت ۱۲۰۰ لیتر در ساعت به ارزش ۲/۵۰۰/۰۰۰/۰۰۰ ریال — [946, 417, 1248, 442]
notice-paragraph: ۱۹- بخاری انرژی فن دار اتوماتیک به ارزش ۱۲۰/۰۰۰/۰۰۰ ریال — [1610, 890, 1871, 901]
notice-paragraph: ۳۹- یک دستگاه مخزن دو جداره ۷/۵ تنی ذخیره شیر پاستوریزه با میکسر و دماسنج به ارزش ۴۴۰/۰۰۰/۰۰۰ ریال — [634, 211, 936, 236]
notice-paragraph: ۱۳- یک دستگاه سی آی پی تمام اتوماتیک ۳۲ خطی مخصوص مسیرهای خام با ظرفیت ۲۴۰۰ لیتر در ساعت به ارزش ۱۴/۶۰۰/۰۰۰/۰۰۰ ریال — [946, 485, 1248, 510]
notice-paragraph: ۲۰- یک دستگاه چسب زن کارتن اتوماتیک به ارزش ۶۰۰/۰۰۰/۰۰۰ ریال — [954, 688, 1248, 700]
notice-paragraph: (ب) جدول ارزیابی ماشین آلات و تجهیزات شرکت حمیل: — [1008, 37, 1248, 49]
notice-paragraph: ۵۵- یک دستگاه شیرینگ پک با سرعت ۴ بسته در دقیقه ویژه شیرینگ های لیوانی به ارزش ۲۰۰/۰۰۰/۰۰۰ ریال — [634, 658, 936, 683]
notice-paragraph: ۳۸- انواع لوله و اتصالات استیل شامل: لوله ۲ اینچ ۲۷۰/۵۱ متر، لوله استیل ۳ اینچ ۲۰۰/۷۸ متر، لوله استیل ۵۵/۲۵ تن، ترمینال استیل ۱۲ خانه ۲۳ ترمینال استیل ۴۴ خانه ۲۷ ترمینال استیل ۱۰۰ خانه ۵۱ شیر پروانه ای سایز ۳۸ شیر پروانه ای سایز ۵۱ شیر پروانه ای سایز ۲۵ انواع بست های مورد نیاز، انواع شیرآلات استیل، انواع پنومتیکی، انواع کرنش های گالوانیزه عایق انواع سوپرتهای فلزی جهت نصب و نگهداری کلیه لوازم فوق به ارزش ۲/۸۰۰/۰۰۰/۰۰۰ ریال — [1258, 323, 1560, 413]
notice-paragraph: ۵۱- یک دستگاه بسته بندی سه نازله با ظرفیت ماست با دهانه ی ۷۵ میلی متر با ظرفیت ۴۵۰۰ عدد در ساعت به ارزش ۲/۱۰۰/۰۰۰/۰۰۰ ریال — [634, 536, 936, 561]
notice-paragraph: ۶۸- یک دستگاه مخزن استیل ۳۱۶ یک جداره ۵۰۰۰ لیتری جهت میکسر به ارزش ۲۴۰/۰۰۰/۰۰۰ ریال — [634, 1010, 936, 1035]
notice-paragraph: ۶۳- یک دستگاه مخزن دو جداره ۲۰۰۰ لیتری سه جداره با همزن از بالا به ارزش ۴۲۰/۰۰۰/۰۰۰ ریال — [634, 875, 936, 900]
notice-paragraph: ۱۲- دستگاه پاستوریزه شیر خشک ۸ تن به ارزش ۴۰۰/۰۰۰/۰۰۰ ریال — [1586, 752, 1871, 764]
notice-paragraph: ۱۷- سردخانه ۲۰ متر مکعبی مجهز به یک دستگاه کمپرسور ۲۴ اسب به همراه اواپراتور فن دار به ارزش ۳۰۰/۰۰۰/۰۰۰ ریال — [1570, 848, 1872, 873]
notice-paragraph: ۴۷- تانک حمل شیر ۱۰ تنی به ارزش ۳۰۰/۰۰۰/۰۰۰ ریال — [1327, 893, 1560, 905]
notice-paragraph: ۳۷- میز تمام استیل پایه دار ۲۰۰×۱۰۰ سانتی متری به ارزش ۲۰/۰۰۰/۰۰۰ ریال — [1258, 295, 1560, 321]
notice-paragraph: ۵- خط کامل سی ای پی (سود، اسید، آب گرم) با مخزنهای یک تنی به ارزش ۱/۶۰۰/۰۰۰/۰۰۰ ریال — [1570, 602, 1871, 627]
notice-paragraph: ۷۹- هشت دستگاه جک پالت دستی با ظرفیت ۲ تن جهت جابجایی بار به ارزش ۱۸۰/۰۰۰/۰۰۰ ریال — [322, 213, 624, 238]
notice-paragraph: ۲- سیستم هوشمند ولوهای اتوماتیک مخصوص مسیرهای شیرخام مجهز به زیمنس و پانل به ارزش ۳۰۰/۰۰۰/۰۰۰ ریال — [946, 78, 1248, 103]
notice-paragraph: ۴- یک دستگاه مخزن دو جداره ۵۰ تنی ذخیره شیرخام مجهز به میکسر ولول سنج دیجیتال و ولو هوشمند به ارزش ۲/۱۰۰/۰۰۰/۰۰۰ ریال — [946, 132, 1248, 157]
notice-paragraph: ۸۷- یکدستگاه ژنراتور برق والوو ولتا سیلندر به قدرت ۶۳۰ به ارزش ۲/۷۰۰/۰۰۰/۰۰۰ ریال — [322, 456, 624, 481]
notice-paragraph: ۱۰۳- سردخانه عمومی با حجم کلی ۱۱۰۰ متر مکعب مجهز به سه دستگاه کمپرسور ۲۰ اسب مارک بلایک و ۲ دستگاه کندانسور ۴ فنه ساب کول با مدل ۹۰ سی ۳۰ و ۴ دستگاه اواپراتور — [322, 903, 624, 941]
notice-paragraph: ۹۱- یکدستگاه دیگ بخار به ظرفیت ۵ تن در ساعت با مشعل دوگانه سوز گاز و گازوئیل هوفلات ایران به ارزش ۱/۶۰۰/۰۰۰/۰۰۰ ریال — [322, 564, 624, 589]
notice-title: آگهی مزایده مال منقول و غیر منقول — [1575, 8, 1871, 27]
